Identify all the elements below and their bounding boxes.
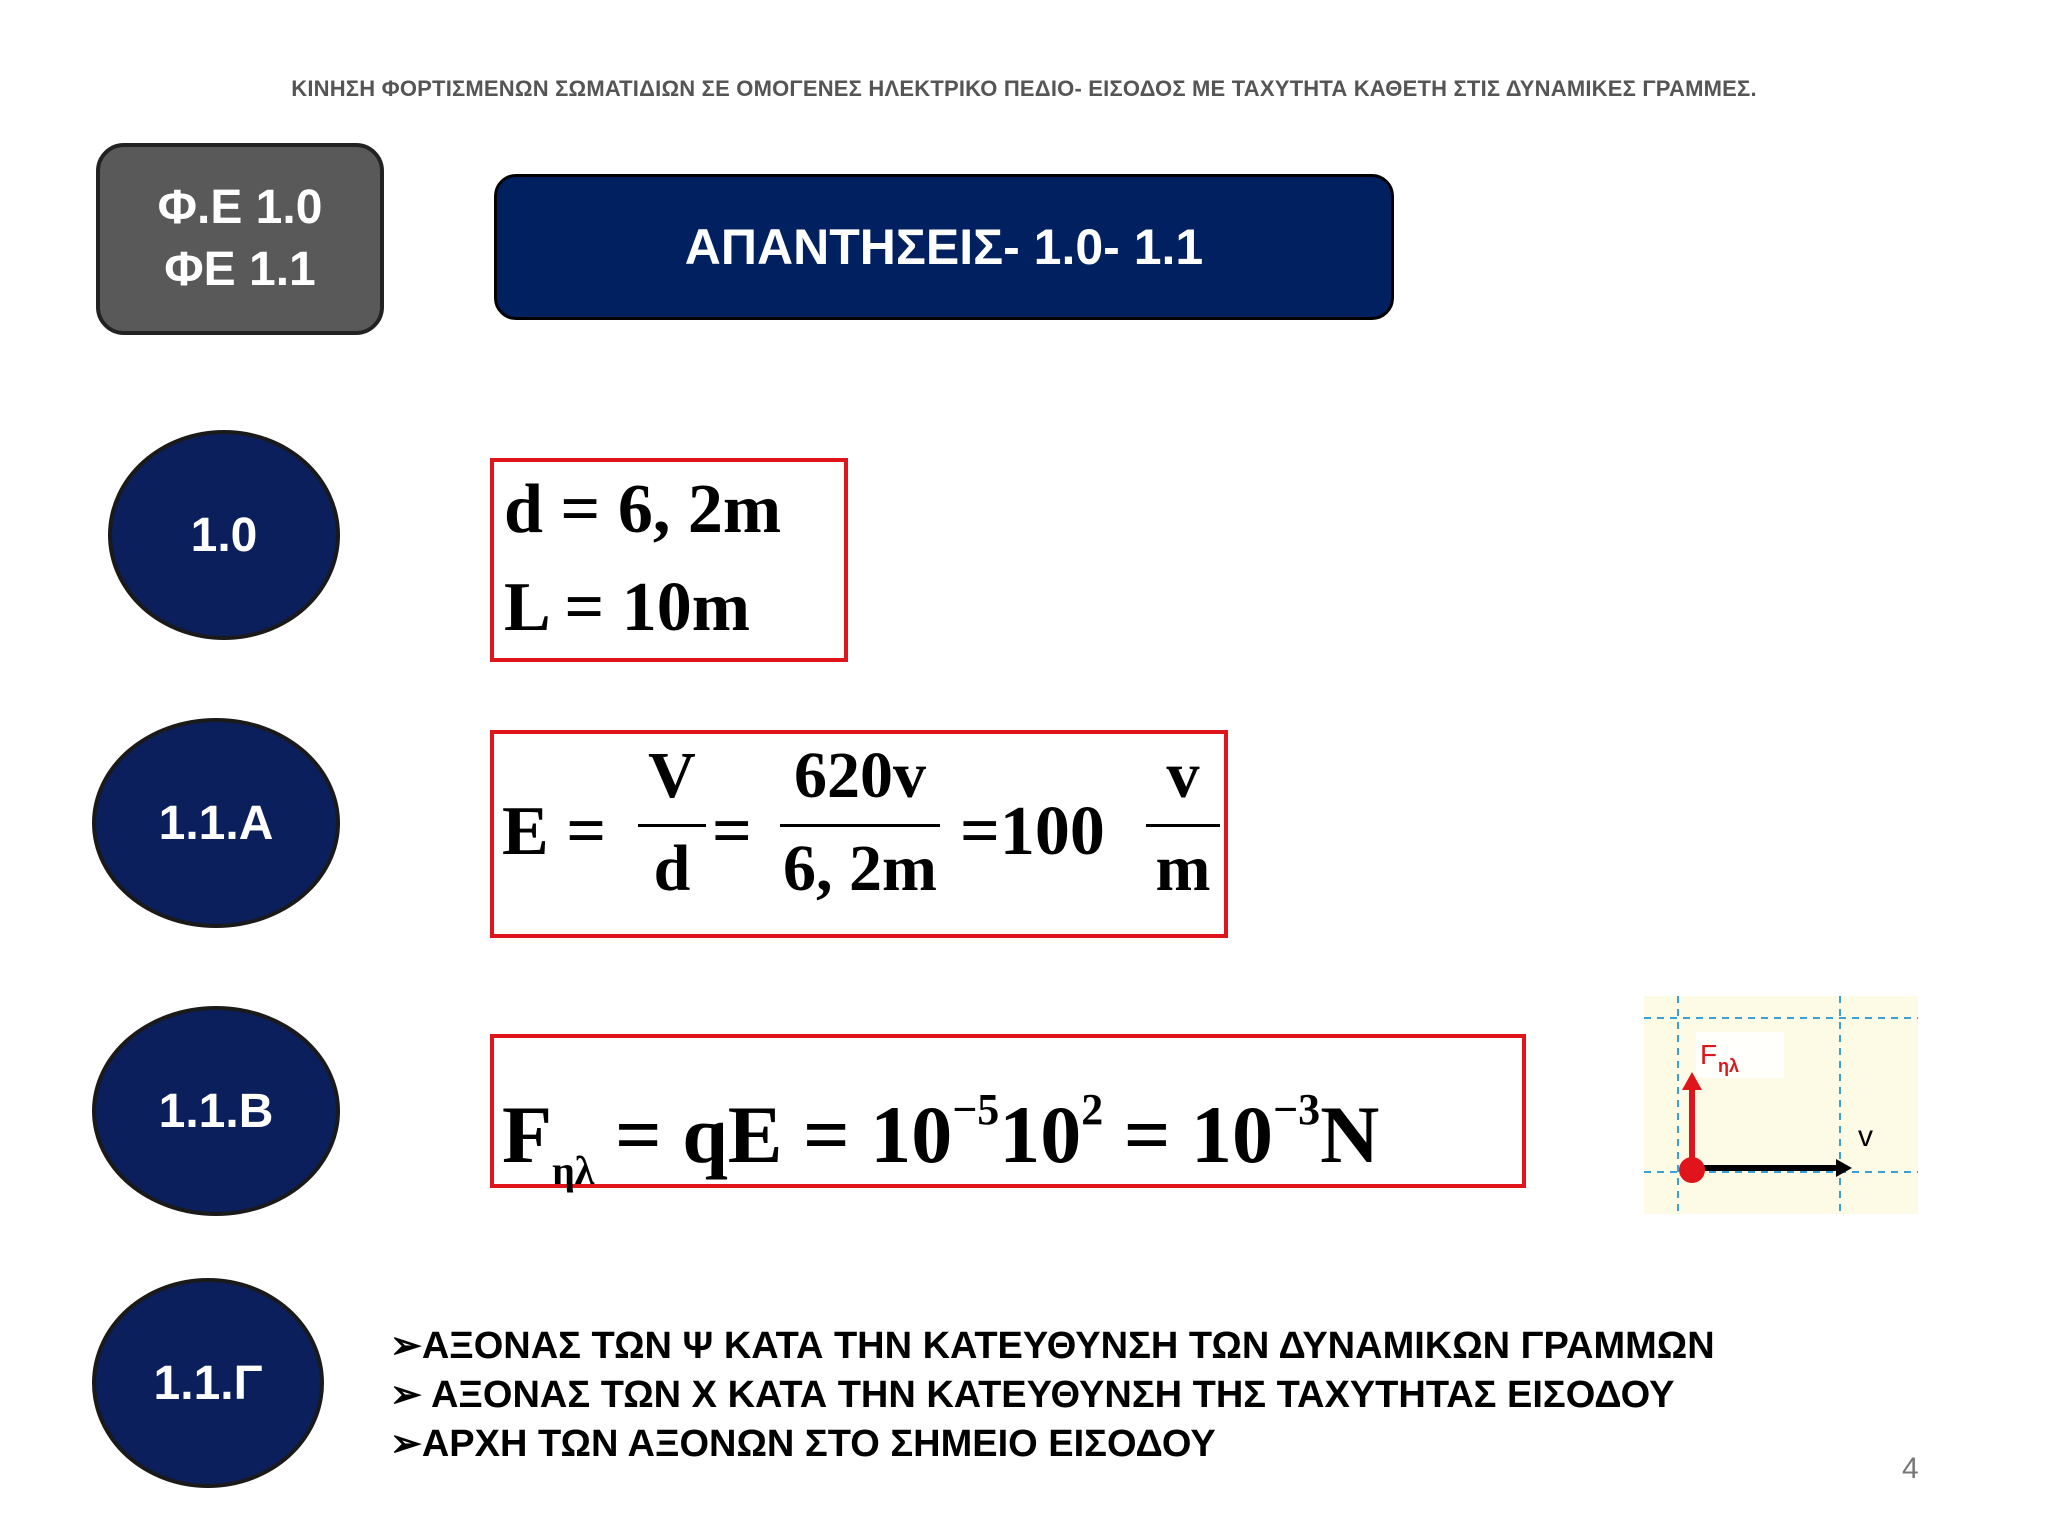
worksheet-label-line2: ΦΕ 1.1 <box>164 243 316 296</box>
fraction-numerator: V <box>648 739 696 812</box>
equals-sign: = <box>712 793 752 870</box>
result-value: =100 <box>960 793 1105 870</box>
velocity-label: v <box>1858 1120 1873 1153</box>
bullet-item: ➢ΑΞΟΝΑΣ ΤΩΝ Ψ ΚΑΤΑ ΤΗΝ ΚΑΤΕΥΘΥΝΣΗ ΤΩΝ ΔΥΝΑΜΙΚΩΝ ΓΡΑΜΜΩΝ <box>390 1325 1715 1367</box>
fraction-denominator: m <box>1155 832 1211 905</box>
fraction-numerator: 620v <box>794 739 926 812</box>
formula-box-1-1-a <box>490 730 1228 938</box>
section-badge-label: 1.0 <box>190 508 258 562</box>
fraction-v-over-m <box>1146 734 1220 911</box>
page-number: 4 <box>1902 1452 1919 1485</box>
section-badge-1-0 <box>108 430 340 640</box>
force-symbol: F <box>502 1089 553 1180</box>
answers-title: ΑΠΑΝΤΗΣΕΙΣ- 1.0- 1.1 <box>684 219 1204 275</box>
section-badge-1-1-a <box>92 718 340 928</box>
force-label-subscript: ηλ <box>1718 1056 1740 1076</box>
section-badge-label: 1.1.Β <box>158 1084 274 1138</box>
formula-e-lhs: E = <box>502 793 607 870</box>
formula-box-1-1-b <box>490 1034 1526 1193</box>
force-velocity-diagram <box>1644 996 1918 1214</box>
axes-bullet-list <box>390 1322 1715 1469</box>
exponent-3: −3 <box>1273 1085 1321 1134</box>
fraction-denominator: d <box>653 832 691 905</box>
fraction-numerator: v <box>1166 739 1200 812</box>
formula-force <box>502 1060 1379 1221</box>
worksheet-label-line1: Φ.Ε 1.0 <box>157 181 323 234</box>
charge-particle <box>1679 1157 1705 1183</box>
formula-part-3: = 10 <box>1103 1089 1274 1180</box>
formula-part-2: 10 <box>999 1089 1082 1180</box>
section-badge-1-1-b <box>92 1006 340 1216</box>
formula-line-l: L = 10m <box>504 569 751 646</box>
section-badge-1-1-g <box>92 1278 324 1488</box>
section-badge-label: 1.1.Γ <box>153 1356 263 1410</box>
bullet-item: ➢ΑΡΧΗ ΤΩΝ ΑΞΟΝΩΝ ΣΤΟ ΣΗΜΕΙΟ ΕΙΣΟΔΟΥ <box>390 1423 1216 1465</box>
worksheet-label-box <box>96 143 384 335</box>
fraction-denominator: 6, 2m <box>783 832 937 905</box>
exponent-2: 2 <box>1081 1085 1104 1134</box>
fraction-620v-over-6-2m <box>776 734 944 911</box>
answers-title-box <box>494 174 1394 320</box>
formula-box-1-0 <box>490 458 848 662</box>
formula-line-d: d = 6, 2m <box>504 471 782 548</box>
formula-unit: N <box>1320 1089 1380 1180</box>
section-badge-label: 1.1.Α <box>158 796 274 850</box>
force-subscript: ηλ <box>552 1148 595 1193</box>
diagram-background <box>1644 996 1918 1214</box>
exponent-1: −5 <box>952 1085 1000 1134</box>
formula-part-1: = qE = 10 <box>594 1089 953 1180</box>
fraction-v-over-d <box>634 734 710 911</box>
page-header: ΚΙΝΗΣΗ ΦΟΡΤΙΣΜΕΝΩΝ ΣΩΜΑΤΙΔΙΩΝ ΣΕ ΟΜΟΓΕΝΕΣ ΗΛΕΚΤΡΙΚΟ ΠΕΔΙΟ- ΕΙΣΟΔΟΣ ΜΕ ΤΑΧΥΤΗΤΑ ΚΑΘΕΤΗ ΣΤΙΣ ΔΥΝΑΜΙΚΕΣ ΓΡΑΜΜΕΣ. <box>291 76 1757 101</box>
bullet-item: ➢ ΑΞΟΝΑΣ ΤΩΝ Χ ΚΑΤΑ ΤΗΝ ΚΑΤΕΥΘΥΝΣΗ ΤΗΣ ΤΑΧΥΤΗΤΑΣ ΕΙΣΟΔΟΥ <box>390 1374 1675 1416</box>
force-label: F <box>1700 1039 1718 1070</box>
